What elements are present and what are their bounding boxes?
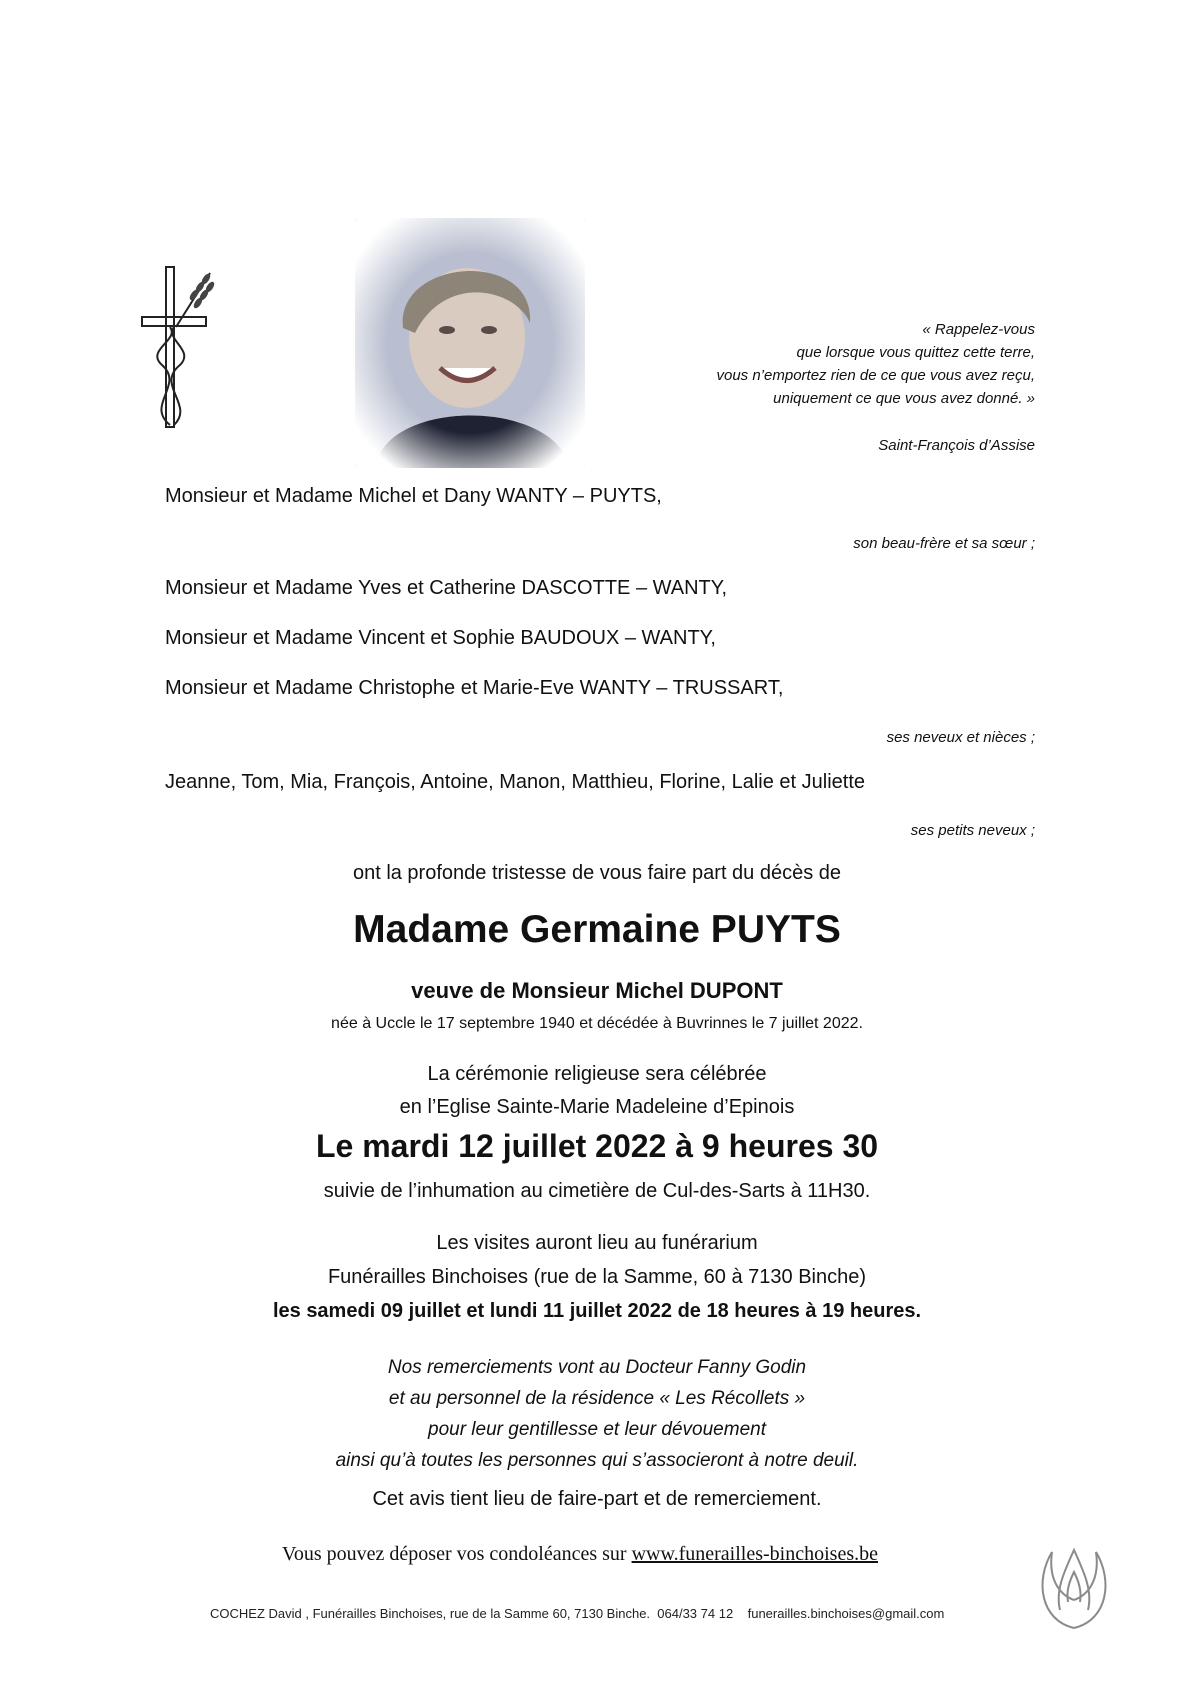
portrait-photo — [355, 218, 585, 468]
relation-grandnephews: ses petits neveux ; — [910, 822, 1035, 839]
visits-line: Les visites auront lieu au funérarium — [436, 1232, 758, 1254]
notice: Cet avis tient lieu de faire-part et de remerciement. — [372, 1488, 822, 1510]
thanks-line: et au personnel de la résidence « Les Récollets » — [388, 1388, 806, 1409]
family-grandnephews: Jeanne, Tom, Mia, François, Antoine, Manon, Matthieu, Florine, Lalie et Juliette — [165, 771, 865, 793]
thanks-line: ainsi qu’à toutes les personnes qui s’associeront à notre deuil. — [335, 1450, 859, 1471]
family-nephew: Monsieur et Madame Yves et Catherine DASCOTTE – WANTY, — [165, 577, 728, 599]
relation-nephews: ses neveux et nièces ; — [886, 729, 1035, 746]
condolences-text: Vous pouvez déposer vos condoléances sur — [282, 1543, 627, 1565]
quote-line: que lorsque vous quittez cette terre, — [796, 344, 1035, 361]
quote-author: Saint-François d’Assise — [878, 437, 1035, 454]
footer: COCHEZ David , Funérailles Binchoises, rue de la Samme 60, 7130 Binche. 064/33 74 12 funerailles.binchoises@gmail.com — [210, 1606, 945, 1621]
flame-logo-icon — [1030, 1540, 1118, 1632]
family-sibling: Monsieur et Madame Michel et Dany WANTY – PUYTS, — [165, 485, 662, 507]
deceased-name: Madame Germaine PUYTS — [353, 908, 841, 951]
family-nephew: Monsieur et Madame Christophe et Marie-Eve WANTY – TRUSSART, — [165, 677, 784, 699]
quote-line: « Rappelez-vous — [922, 321, 1035, 338]
birth-death-info: née à Uccle le 17 septembre 1940 et décédée à Buvrinnes le 7 juillet 2022. — [331, 1015, 863, 1032]
thanks — [0, 1352, 1194, 1476]
condolences — [0, 1543, 1160, 1566]
widow-of: veuve de Monsieur Michel DUPONT — [411, 978, 783, 1003]
quote — [615, 318, 1035, 410]
visits-dates: les samedi 09 juillet et lundi 11 juillet 2022 de 18 heures à 19 heures. — [272, 1300, 922, 1322]
quote-line: uniquement ce que vous avez donné. » — [773, 390, 1035, 407]
condolences-link[interactable]: www.funerailles-binchoises.be — [631, 1543, 878, 1565]
ceremony-place: en l’Eglise Sainte-Marie Madeleine d’Epinois — [399, 1096, 795, 1118]
burial-info: suivie de l’inhumation au cimetière de Cul-des-Sarts à 11H30. — [323, 1180, 871, 1202]
announcement-intro: ont la profonde tristesse de vous faire part du décès de — [352, 862, 842, 884]
thanks-line: Nos remerciements vont au Docteur Fanny Godin — [387, 1357, 807, 1378]
relation-sibling: son beau-frère et sa sœur ; — [853, 535, 1035, 552]
visits-place: Funérailles Binchoises (rue de la Samme, 60 à 7130 Binche) — [327, 1266, 867, 1288]
quote-line: vous n’emportez rien de ce que vous avez reçu, — [716, 367, 1035, 384]
thanks-line: pour leur gentillesse et leur dévouement — [428, 1419, 766, 1440]
ceremony-line: La cérémonie religieuse sera célébrée — [427, 1063, 767, 1085]
family-nephew: Monsieur et Madame Vincent et Sophie BAUDOUX – WANTY, — [165, 627, 716, 649]
ceremony-date: Le mardi 12 juillet 2022 à 9 heures 30 — [315, 1128, 879, 1164]
cross-wheat-icon — [140, 265, 220, 430]
